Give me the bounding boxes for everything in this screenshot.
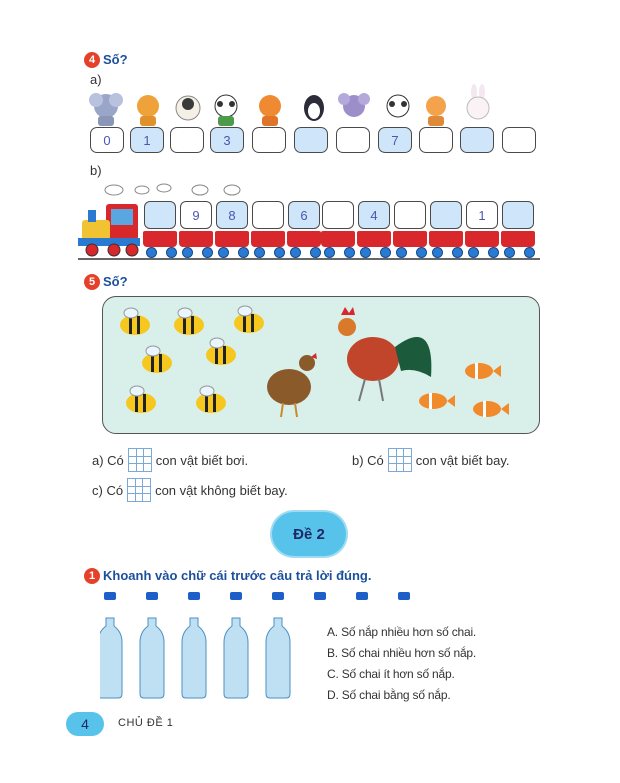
answer-box[interactable]: 4 [358,201,390,229]
wheel-icon [524,247,535,258]
animals-panel [102,296,540,434]
wagon [429,231,463,247]
wagon [465,231,499,247]
answer-box[interactable]: 7 [378,127,412,153]
wheel-icon [324,247,335,258]
answer-box[interactable] [170,127,204,153]
bottle-cap-icon [146,592,158,600]
answer-box[interactable] [322,201,354,229]
bottle-cap-icon [104,592,116,600]
q4-part-b-label: b) [90,163,102,178]
wheel-icon [468,247,479,258]
wagon [501,231,535,247]
panda-icon [387,95,409,117]
answer-box[interactable] [144,201,176,229]
answer-box[interactable] [336,127,370,153]
q1-number: 1 [84,568,100,584]
smoke-icon [104,180,254,200]
line-a-prefix: a) Có [92,452,124,468]
wheel-icon [360,247,371,258]
wagon [143,231,177,247]
q4-part-a-label: a) [90,72,102,87]
line-b-suffix: con vật biết bay. [415,452,510,468]
wheel-icon [416,247,427,258]
answer-box[interactable]: 8 [216,201,248,229]
tiger-icon [137,95,159,126]
answer-box[interactable]: 1 [466,201,498,229]
wheel-icon [488,247,499,258]
q5-number: 5 [84,274,100,290]
bottle-icon [266,618,290,698]
fish-icon [473,401,509,417]
rooster-icon [338,307,431,401]
wheel-icon [310,247,321,258]
answer-box[interactable] [252,201,284,229]
sheep-icon [176,96,200,120]
answer-box[interactable]: 9 [180,201,212,229]
wagon [251,231,285,247]
wheel-icon [452,247,463,258]
answer-box[interactable] [394,201,426,229]
animals-scene [103,297,539,433]
animals-illustration [86,84,536,128]
hen-icon [267,353,317,417]
bee-icon [174,308,204,335]
wagon [321,231,355,247]
bottle-cap-icon [356,592,368,600]
answer-box[interactable] [419,127,453,153]
answer-box[interactable] [502,127,536,153]
q1-options [327,622,476,706]
option-c[interactable]: C. Số chai ít hơn số nắp. [327,667,455,681]
wagon [179,231,213,247]
option-a[interactable]: A. Số nắp nhiều hơn số chai. [327,625,477,639]
bee-icon [126,386,156,413]
q5-line-a [92,448,248,472]
answer-grid-box[interactable] [127,478,151,502]
q5-line-b [352,448,510,472]
bottle-icon [100,618,122,698]
bee-icon [120,308,150,335]
wagon [215,231,249,247]
bottle-cap-icon [272,592,284,600]
wheel-icon [380,247,391,258]
bottle-icon [224,618,248,698]
wheel-icon [396,247,407,258]
answer-box[interactable] [502,201,534,229]
answer-grid-box[interactable] [128,448,152,472]
wheel-icon [202,247,213,258]
bottle-icon [140,618,164,698]
q5-line-c [92,478,288,502]
wagon [393,231,427,247]
wagon [357,231,391,247]
bottle-icon [182,618,206,698]
penguin-icon [304,95,324,121]
bee-icon [234,306,264,333]
section-badge-label: Đề 2 [293,525,325,543]
line-c-prefix: c) Có [92,482,124,498]
line-b-prefix: b) Có [352,452,384,468]
answer-grid-box[interactable] [388,448,412,472]
chapter-label: CHỦ ĐỀ 1 [118,717,174,729]
fish-icon [419,393,455,409]
wheel-icon [254,247,265,258]
dog-icon [259,95,281,126]
option-b[interactable]: B. Số chai nhiều hơn số nắp. [327,646,477,660]
bottle-cap-icon [188,592,200,600]
bee-icon [206,338,236,365]
wheel-icon [146,247,157,258]
wheel-icon [290,247,301,258]
answer-box[interactable] [460,127,494,153]
rabbit-icon [467,84,489,119]
wheel-icon [238,247,249,258]
answer-box[interactable]: 3 [210,127,244,153]
train-track [78,258,540,260]
q4-number: 4 [84,52,100,68]
wagon [287,231,321,247]
locomotive-icon [78,198,142,260]
wheel-icon [432,247,443,258]
bottle-cap-icon [230,592,242,600]
answer-box[interactable] [252,127,286,153]
wheel-icon [166,247,177,258]
line-c-suffix: con vật không biết bay. [155,482,288,498]
wheel-icon [274,247,285,258]
answer-box[interactable]: 1 [130,127,164,153]
bottle-cap-icon [314,592,326,600]
q1-title: Khoanh vào chữ cái trước câu trả lời đúng. [103,568,372,583]
elephant-icon [89,93,123,126]
fish-icon [465,363,501,379]
answer-box[interactable] [294,127,328,153]
wheel-icon [218,247,229,258]
panda-icon [215,95,237,126]
wheel-icon [504,247,515,258]
wheel-icon [344,247,355,258]
answer-box[interactable]: 0 [90,127,124,153]
answer-box[interactable]: 6 [288,201,320,229]
bee-icon [196,386,226,413]
wheel-icon [182,247,193,258]
bottle-cap-icon [398,592,410,600]
line-a-suffix: con vật biết bơi. [155,452,249,468]
q5-title: Số? [103,274,128,289]
bee-icon [142,346,172,373]
section-badge [272,512,346,556]
fox-icon [426,96,446,126]
q4-title: Số? [103,52,128,67]
answer-box[interactable] [430,201,462,229]
page-number: 4 [66,712,104,736]
option-d[interactable]: D. Số chai bằng số nắp. [327,688,451,702]
koala-icon [338,93,370,117]
